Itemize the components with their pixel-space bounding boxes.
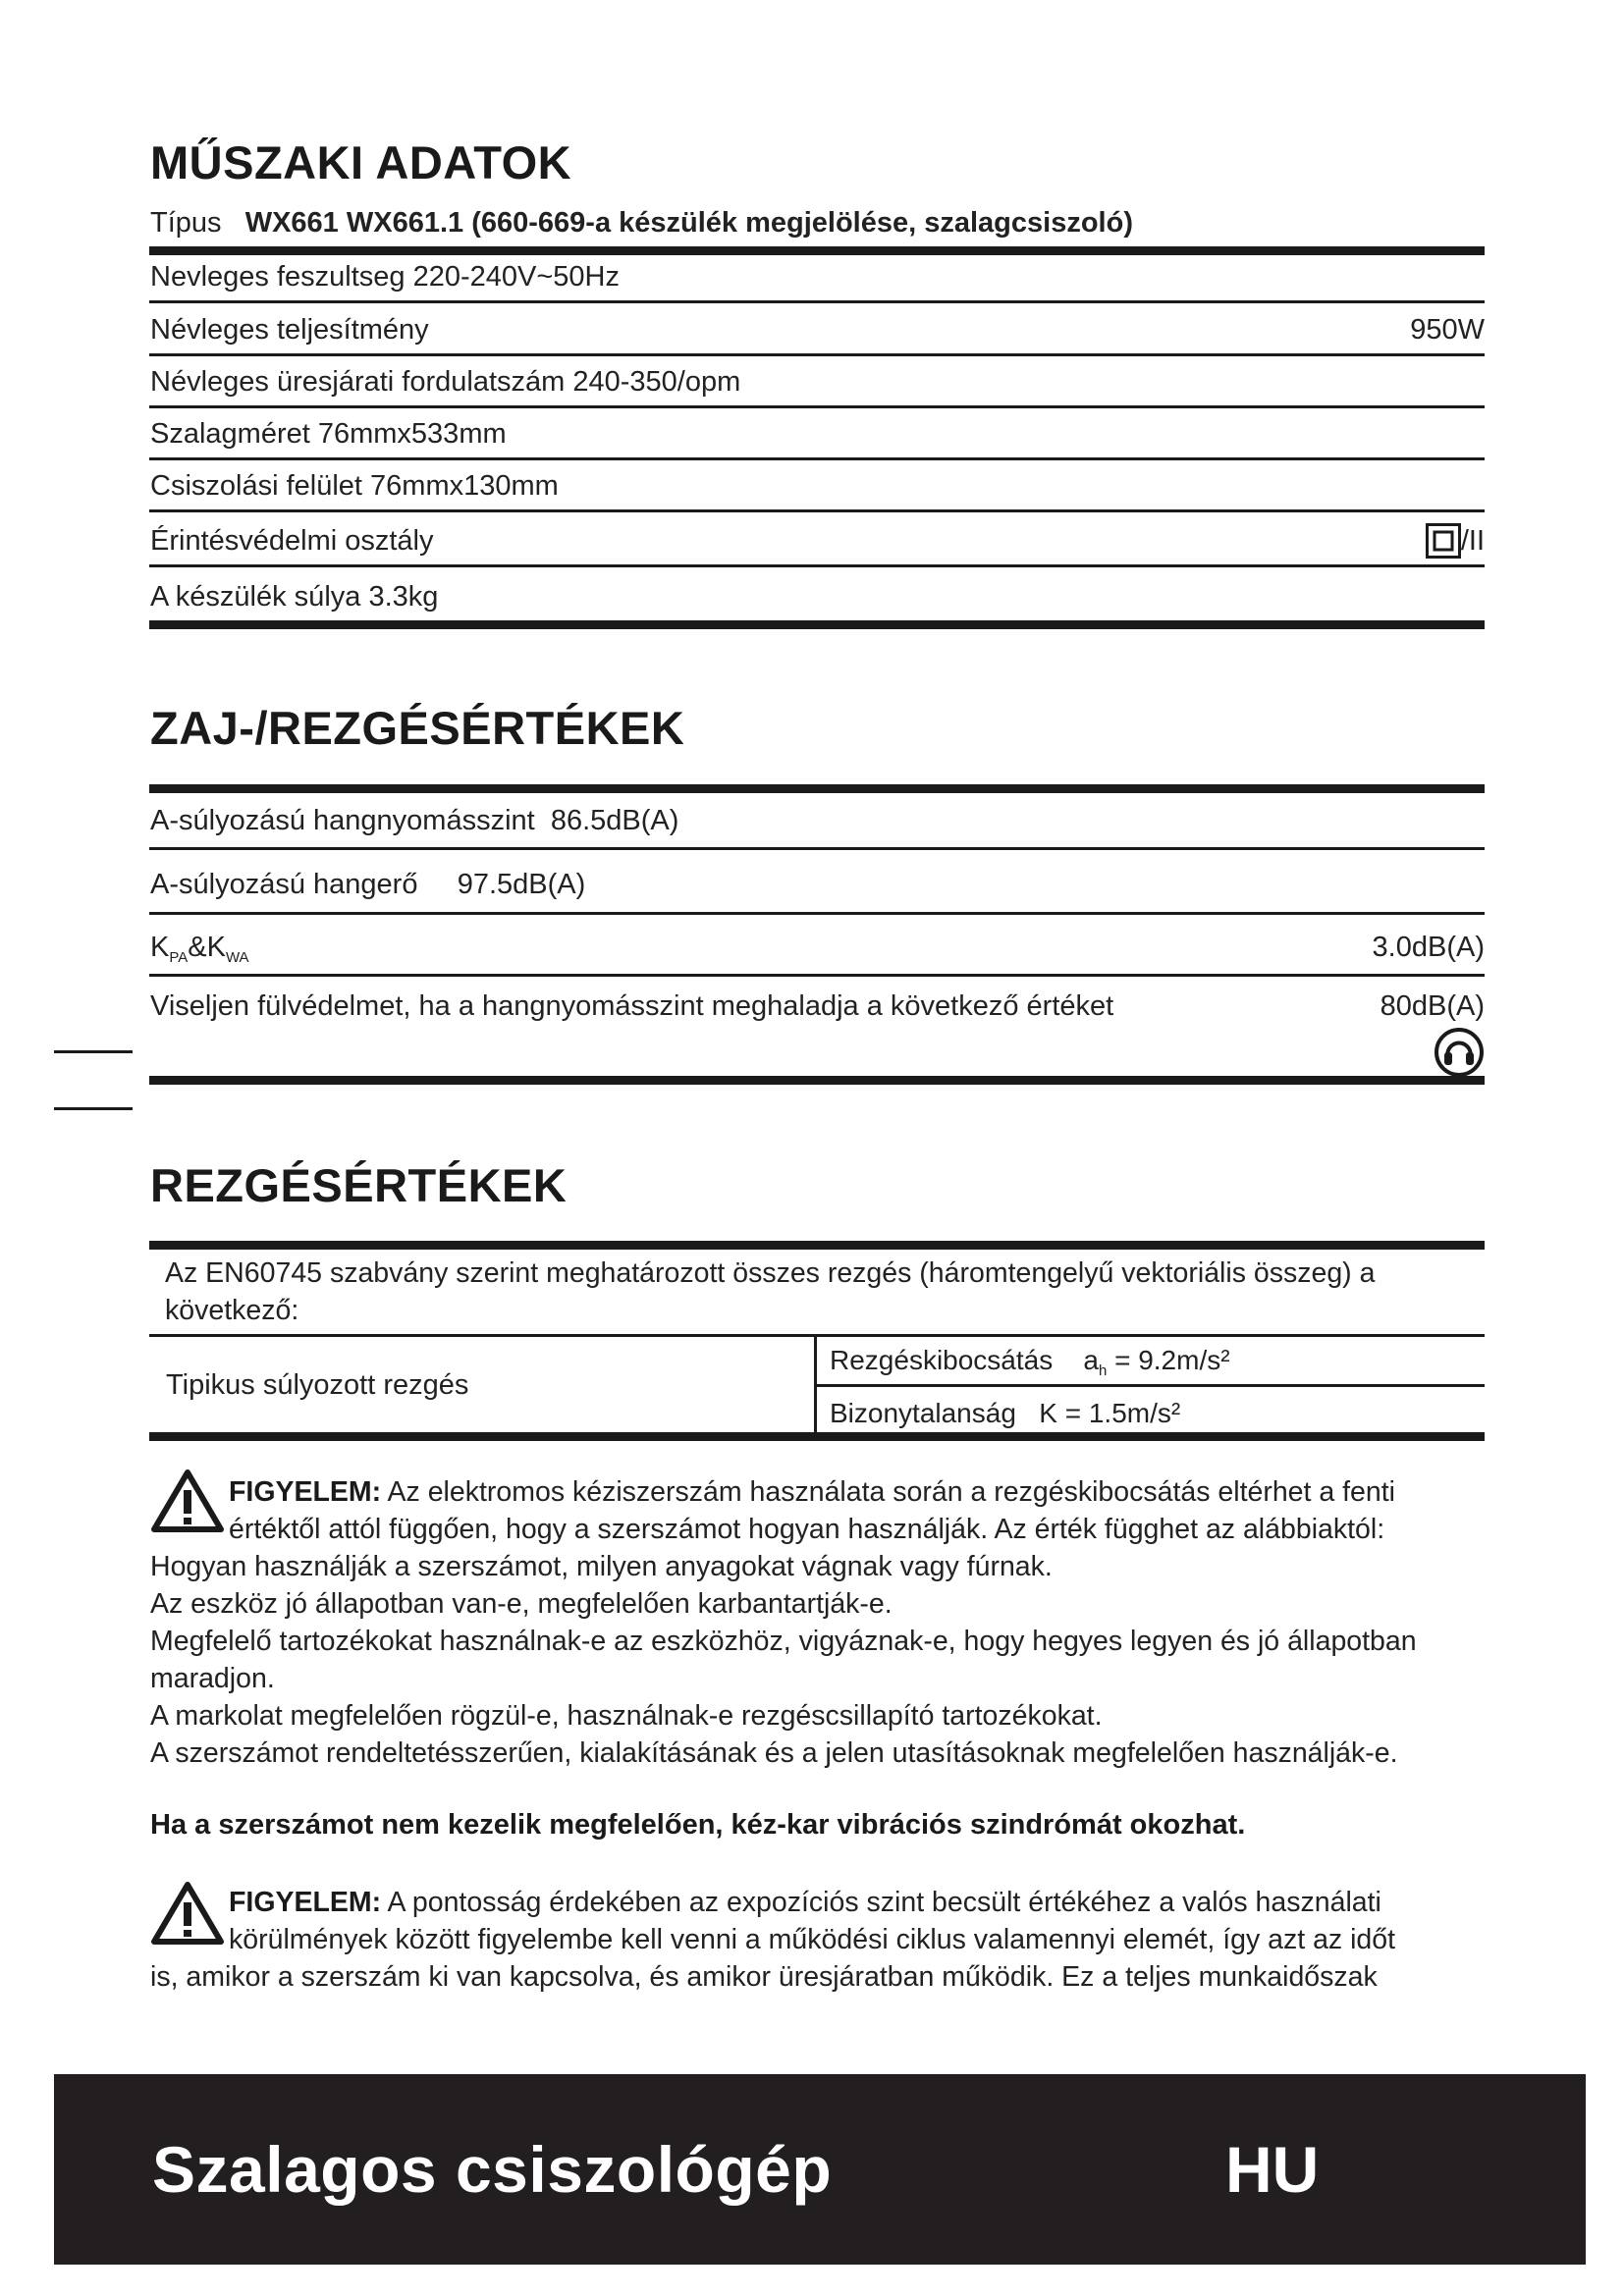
uncertainty-value: K = 1.5m/s² xyxy=(1039,1398,1181,1428)
warning1-list xyxy=(150,1548,1486,1772)
noise-row-value: 3.0dB(A) xyxy=(1372,932,1485,963)
emission-symbol: a xyxy=(1083,1345,1099,1375)
tech-row-label: Szalagméret 76mmx533mm xyxy=(150,418,507,450)
warning2-text: A pontosság érdekében az expozíciós szint becsült értékéhez a valós használati xyxy=(381,1887,1381,1918)
kpa-kwa-label xyxy=(150,930,249,976)
divider xyxy=(814,1384,1485,1387)
divider xyxy=(149,509,1485,512)
vibration-heading: REZGÉSÉRTÉKEK xyxy=(150,1159,568,1211)
vibration-intro-line: következő: xyxy=(165,1295,299,1326)
warning2-line: is, amikor a szerszám ki van kapcsolva, és amikor üresjáratban működik. Ez a teljes munkaidőszak xyxy=(150,1961,1378,1993)
divider xyxy=(149,620,1485,629)
tech-row xyxy=(150,364,1485,400)
uncertainty-cell xyxy=(830,1396,1180,1431)
divider xyxy=(149,353,1485,356)
tech-row-label: A készülék súlya 3.3kg xyxy=(150,581,439,613)
tech-row-value: 950W xyxy=(1410,314,1485,346)
k-sub-pa: PA xyxy=(169,949,189,966)
divider xyxy=(149,974,1485,977)
divider xyxy=(149,300,1485,303)
warning-triangle-icon xyxy=(150,1468,225,1533)
tech-row xyxy=(150,416,1485,452)
warning1-item: Az eszköz jó állapotban van-e, megfelelően karbantartják-e. xyxy=(150,1588,893,1620)
warning2-title: FIGYELEM: xyxy=(229,1887,382,1918)
typical-vibration-label: Tipikus súlyozott rezgés xyxy=(166,1368,469,1401)
emission-value: = 9.2m/s² xyxy=(1114,1345,1230,1375)
warning2-line xyxy=(229,1884,1381,1921)
warning1-line xyxy=(229,1473,1395,1511)
divider xyxy=(149,784,1485,793)
divider xyxy=(149,564,1485,567)
divider xyxy=(149,912,1485,915)
type-row xyxy=(150,205,1485,240)
footer-title: Szalagos csiszológép xyxy=(152,2133,833,2206)
divider xyxy=(149,405,1485,408)
divider xyxy=(149,457,1485,460)
noise-row xyxy=(150,988,1485,1024)
divider xyxy=(149,1432,1485,1441)
hand-arm-vibration-note: Ha a szerszámot nem kezelik megfelelően, kéz-kar vibrációs szindrómát okozhat. xyxy=(150,1809,1246,1841)
emission-label: Rezgéskibocsátás xyxy=(830,1345,1054,1375)
warning1-line: értéktől attól függően, hogy a szerszámot hogyan használják. Az érték függhet az alábbiaktól: xyxy=(229,1514,1385,1545)
divider xyxy=(149,1076,1485,1085)
tech-row xyxy=(150,523,1485,559)
type-label: Típus xyxy=(150,207,222,239)
typical-vibration-cell xyxy=(150,1337,814,1433)
ear-protection-icon xyxy=(1434,1027,1485,1078)
noise-row-label: A-súlyozású hangerő 97.5dB(A) xyxy=(150,869,586,900)
double-square-icon xyxy=(1426,523,1461,559)
k-symbol: &K xyxy=(188,932,226,963)
uncertainty-label: Bizonytalanság xyxy=(830,1398,1016,1428)
tech-row-label: Névleges üresjárati fordulatszám 240-350/opm xyxy=(150,366,741,398)
tech-heading: MŰSZAKI ADATOK xyxy=(150,136,572,188)
noise-row xyxy=(150,803,1485,838)
tech-row xyxy=(150,579,1485,614)
language-code: HU xyxy=(1225,2133,1320,2206)
tech-row xyxy=(150,468,1485,504)
margin-mark xyxy=(54,1050,133,1053)
emission-cell xyxy=(830,1343,1230,1389)
margin-mark xyxy=(54,1107,133,1110)
warning1-item: A szerszámot rendeltetésszerűen, kialakításának és a jelen utasításoknak megfelelően használják-e. xyxy=(150,1737,1398,1769)
vibration-intro xyxy=(165,1255,1481,1329)
vibration-intro-line: Az EN60745 szabvány szerint meghatározott összes rezgés (háromtengelyű vektoriális összeg) a xyxy=(165,1257,1376,1289)
noise-row xyxy=(150,930,1485,965)
tech-row-label: Csiszolási felület 76mmx130mm xyxy=(150,470,559,502)
divider xyxy=(149,1241,1485,1250)
noise-row xyxy=(150,867,1485,902)
warning1-item: A markolat megfelelően rögzül-e, használnak-e rezgéscsillapító tartozékokat. xyxy=(150,1700,1103,1732)
warning1-item: maradjon. xyxy=(150,1663,275,1694)
divider xyxy=(149,246,1485,255)
tech-row-label: Nevleges feszultseg 220-240V~50Hz xyxy=(150,261,620,293)
noise-row-value: 80dB(A) xyxy=(1380,990,1485,1022)
warning1-item: Hogyan használják a szerszámot, milyen anyagokat vágnak vagy fúrnak. xyxy=(150,1551,1053,1582)
emission-sub: h xyxy=(1098,1362,1108,1379)
tech-row-value xyxy=(1426,523,1485,559)
tech-row-label: Érintésvédelmi osztály xyxy=(150,525,434,557)
tech-row xyxy=(150,312,1485,347)
noise-row-label: Viseljen fülvédelmet, ha a hangnyomásszint meghaladja a következő értéket xyxy=(150,990,1114,1022)
warning-triangle-icon xyxy=(150,1881,225,1946)
divider xyxy=(149,847,1485,850)
warning2-line: körülmények között figyelembe kell venni a működési ciklus valamennyi elemét, így azt az időt xyxy=(229,1924,1396,1955)
type-value: WX661 WX661.1 (660-669-a készülék megjelölése, szalagcsiszoló) xyxy=(244,207,1133,239)
noise-heading: ZAJ-/REZGÉSÉRTÉKEK xyxy=(150,702,685,754)
noise-row-label: A-súlyozású hangnyomásszint 86.5dB(A) xyxy=(150,805,679,836)
k-symbol: K xyxy=(150,932,170,963)
tech-row xyxy=(150,259,1485,294)
k-sub-wa: WA xyxy=(225,949,249,966)
footer-bar xyxy=(54,2074,1586,2265)
warning1-item: Megfelelő tartozékokat használnak-e az eszközhöz, vigyáznak-e, hogy hegyes legyen és jó állapotban xyxy=(150,1626,1417,1657)
warning1-text: Az elektromos kéziszerszám használata során a rezgéskibocsátás eltérhet a fenti xyxy=(381,1476,1396,1508)
protection-class-text: /II xyxy=(1460,525,1485,557)
tech-row-label: Névleges teljesítmény xyxy=(150,314,429,346)
warning1-title: FIGYELEM: xyxy=(229,1476,382,1508)
